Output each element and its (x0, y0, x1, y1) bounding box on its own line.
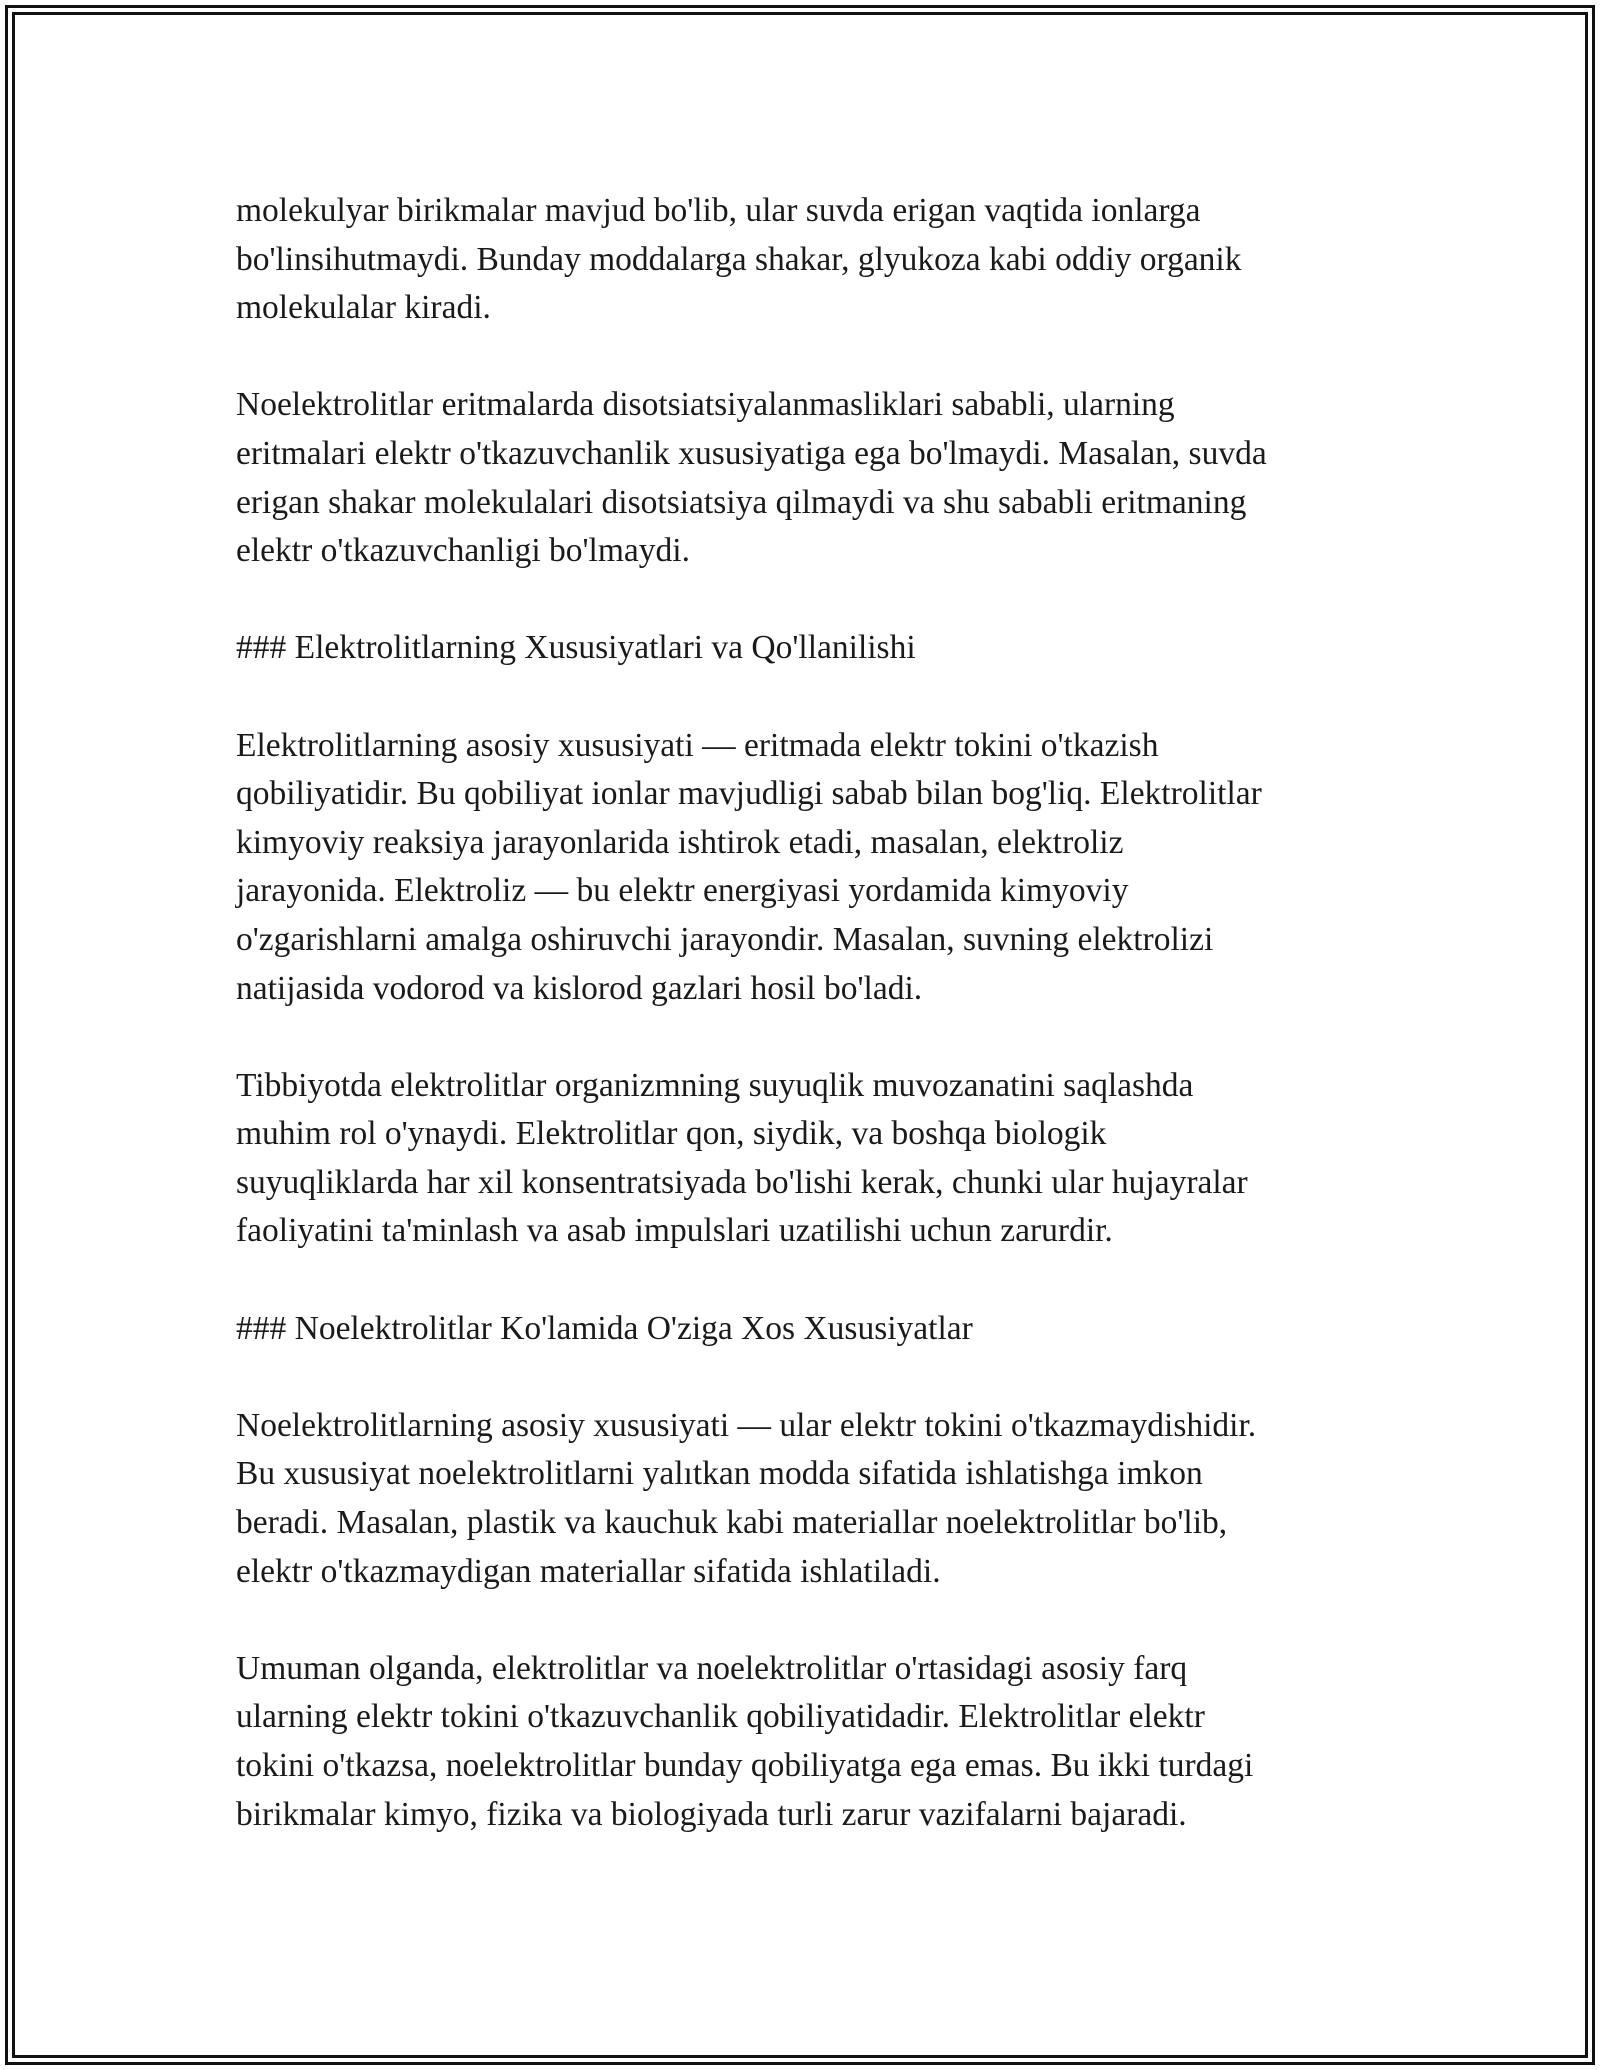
text-line: Bu xususiyat noelektrolitlarni yalıtkan modda sifatida ishlatishga imkon (236, 1455, 1203, 1493)
paragraph (236, 1645, 1366, 1839)
text-line: kimyoviy reaksiya jarayonlarida ishtirok etadi, masalan, elektroliz (236, 823, 1124, 861)
text-line: molekulyar birikmalar mavjud bo'lib, ular suvda erigan vaqtida ionlarga (236, 192, 1201, 229)
text-line: molekulalar kiradi. (236, 289, 491, 327)
text-line: suyuqliklarda har xil konsentratsiyada bo'lishi kerak, chunki ular hujayralar (236, 1163, 1248, 1201)
text-line: Tibbiyotda elektrolitlar organizmning suyuqlik muvozanatini saqlashda (236, 1066, 1194, 1104)
paragraph (236, 381, 1366, 575)
text-line: beradi. Masalan, plastik va kauchuk kabi materiallar noelektrolitlar bo'lib, (236, 1504, 1228, 1542)
text-line: ularning elektr tokini o'tkazuvchanlik qobiliyatidadir. Elektrolitlar elektr (236, 1698, 1205, 1736)
paragraph (236, 187, 1366, 333)
text-line: tokini o'tkazsa, noelektrolitlar bunday qobiliyatga ega emas. Bu ikki turdagi (236, 1747, 1254, 1784)
text-line: eritmalari elektr o'tkazuvchanlik xususiyatiga ega bo'lmaydi. Masalan, suvda (236, 434, 1267, 472)
text-line: Elektrolitlarning asosiy xususiyati — eritmada elektr tokini o'tkazish (236, 726, 1159, 764)
text-line: o'zgarishlarni amalga oshiruvchi jarayondir. Masalan, suvning elektrolizi (236, 920, 1214, 958)
section-heading: ### Noelektrolitlar Ko'lamida O'ziga Xos Xususiyatlar (236, 1309, 973, 1347)
text-line: Noelektrolitlar eritmalarda disotsiatsiyalanmasliklari sababli, ularning (236, 386, 1175, 424)
text-line: muhim rol o'ynaydi. Elektrolitlar qon, siydik, va boshqa biologik (236, 1115, 1107, 1153)
paragraph (236, 722, 1366, 1014)
text-line: qobiliyatidir. Bu qobiliyat ionlar mavjudligi sabab bilan bog'liq. Elektrolitlar (236, 775, 1262, 813)
text-line: jarayonida. Elektroliz — bu elektr energiyasi yordamida kimyoviy (236, 872, 1129, 910)
text-line: elektr o'tkazuvchanligi bo'lmaydi. (236, 532, 690, 570)
text-line: bo'linsihutmaydi. Bunday moddalarga shakar, glyukoza kabi oddiy organik (236, 240, 1242, 278)
text-line: faoliyatini ta'minlash va asab impulslari uzatilishi uchun zarurdir. (236, 1212, 1113, 1250)
document-body (236, 187, 1366, 1839)
text-line: elektr o'tkazmaydigan materiallar sifatida ishlatiladi. (236, 1552, 941, 1590)
text-line: erigan shakar molekulalari disotsiatsiya qilmaydi va shu sababli eritmaning (236, 483, 1247, 521)
text-line: Noelektrolitlarning asosiy xususiyati — ular elektr tokini o'tkazmaydishidir. (236, 1406, 1257, 1444)
text-line: natijasida vodorod va kislorod gazlari hosil bo'ladi. (236, 969, 923, 1007)
text-line: birikmalar kimyo, fizika va biologiyada turli zarur vazifalarni bajaradi. (236, 1795, 1187, 1833)
text-line: Umuman olganda, elektrolitlar va noelektrolitlar o'rtasidagi asosiy farq (236, 1649, 1188, 1687)
paragraph (236, 1402, 1366, 1596)
paragraph (236, 1062, 1366, 1256)
section-heading: ### Elektrolitlarning Xususiyatlari va Qo'llanilishi (236, 629, 916, 667)
